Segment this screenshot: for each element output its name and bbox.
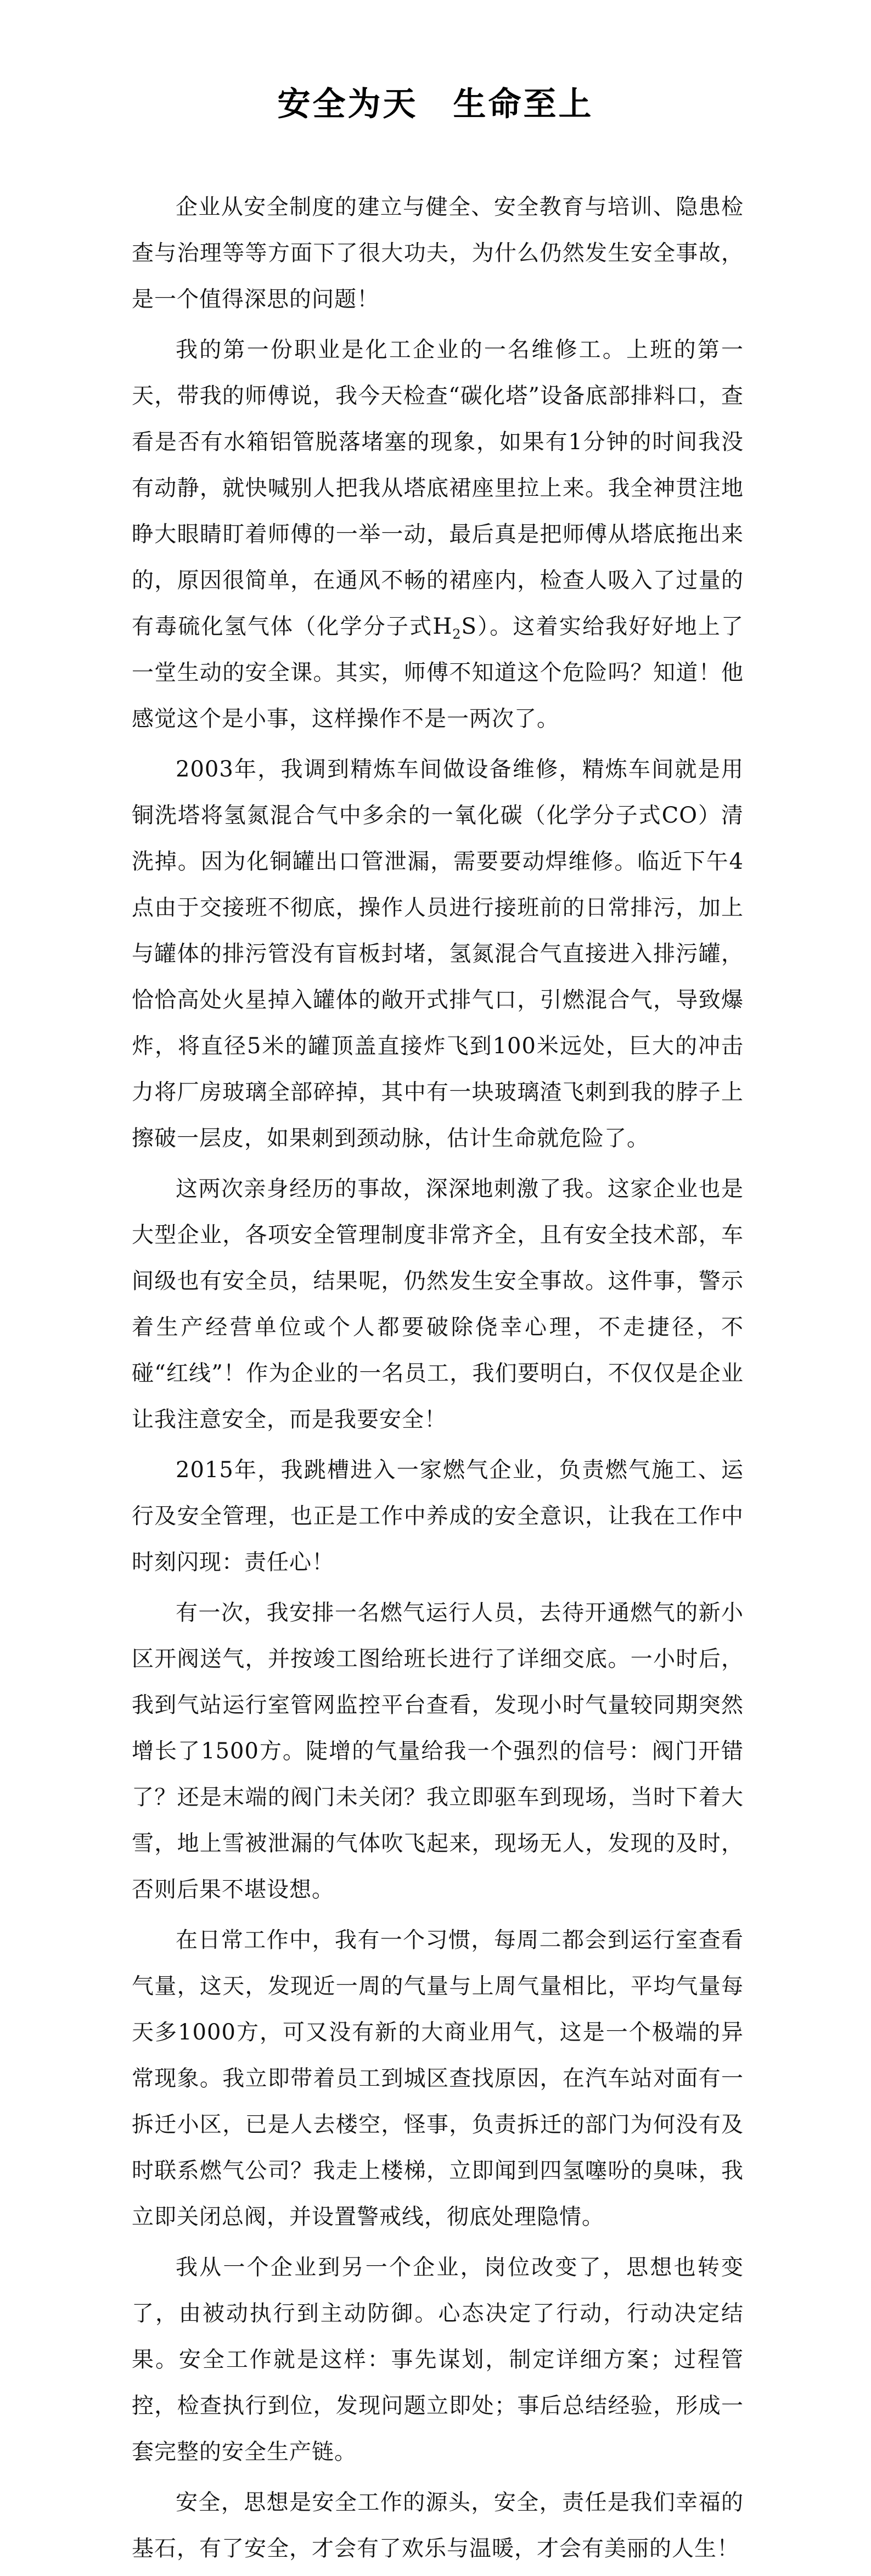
paragraph-7: 在日常工作中，我有一个习惯，每周二都会到运行室查看气量，这天，发现近一周的气量与上周气量相比，平均气量每天多1000方，可又没有新的大商业用气，这是一个极端的异常现象。我立即带着员工到城区查找原因，在汽车站对面有一拆迁小区，已是人去楼空，怪事，负责拆迁的部门为何没有及时联系燃气公司？我走上楼梯，立即闻到四氢噻吩的臭味，我立即关闭总阀，并设置警戒线，彻底处理隐情。: [132, 1927, 744, 2229]
paragraph-1: 企业从安全制度的建立与健全、安全教育与培训、隐患检查与治理等等方面下了很大功夫，为什么仍然发生安全事故，是一个值得深思的问题！: [132, 194, 744, 312]
paragraph-2: [132, 327, 744, 742]
paragraph-9: 安全，思想是安全工作的源头，安全，责任是我们幸福的基石，有了安全，才会有了欢乐与温暖，才会有美丽的人生！: [132, 2490, 744, 2561]
paragraph-6: 有一次，我安排一名燃气运行人员，去待开通燃气的新小区开阀送气，并按竣工图给班长进行了详细交底。一小时后，我到气站运行室管网监控平台查看，发现小时气量较同期突然增长了1500方。陡增的气量给我一个强烈的信号：阀门开错了？还是末端的阀门未关闭？我立即驱车到现场，当时下着大雪，地上雪被泄漏的气体吹飞起来，现场无人，发现的及时，否则后果不堪设想。: [132, 1600, 744, 1902]
paragraph-4: 这两次亲身经历的事故，深深地刺激了我。这家企业也是大型企业，各项安全管理制度非常齐全，且有安全技术部，车间级也有安全员，结果呢，仍然发生安全事故。这件事，警示着生产经营单位或个人都要破除侥幸心理，不走捷径，不碰“红线”！作为企业的一名员工，我们要明白，不仅仅是企业让我注意安全，而是我要安全！: [132, 1176, 744, 1432]
chemical-formula-h2s: [432, 614, 462, 642]
document-title: 安全为天 生命至上: [277, 85, 594, 124]
formula-symbol: H: [432, 614, 453, 639]
paragraph-3: 2003年，我调到精炼车间做设备维修，精炼车间就是用铜洗塔将氢氮混合气中多余的一氧化碳（化学分子式CO）清洗掉。因为化铜罐出口管泄漏，需要要动焊维修。临近下午4点由于交接班不彻底，操作人员进行接班前的日常排污，加上与罐体的排污管没有盲板封堵，氢氮混合气直接进入排污罐，恰恰高处火星掉入罐体的敞开式排气口，引燃混合气，导致爆炸，将直径5米的罐顶盖直接炸飞到100米远处，巨大的冲击力将厂房玻璃全部碎掉，其中有一块玻璃渣飞刺到我的脖子上擦破一层皮，如果刺到颈动脉，估计生命就危险了。: [132, 757, 744, 1151]
paragraph-2-text-b: S）。这着实给我好好地上了一堂生动的安全课。其实，师傅不知道这个危险吗？知道！他感觉这个是小事，这样操作不是一两次了。: [132, 614, 744, 731]
paragraph-5: 2015年，我跳槽进入一家燃气企业，负责燃气施工、运行及安全管理，也正是工作中养成的安全意识，让我在工作中时刻闪现：责任心！: [132, 1457, 744, 1575]
document-body: [132, 184, 744, 2576]
paragraph-8: 我从一个企业到另一个企业，岗位改变了，思想也转变了，由被动执行到主动防御。心态决定了行动，行动决定结果。安全工作就是这样：事先谋划，制定详细方案；过程管控，检查执行到位，发现问题立即处；事后总结经验，形成一套完整的安全生产链。: [132, 2255, 744, 2465]
formula-subscript: 2: [452, 627, 462, 642]
paragraph-2-text-a: 我的第一份职业是化工企业的一名维修工。上班的第一天，带我的师傅说，我今天检查“碳化塔”设备底部排料口，查看是否有水箱铝管脱落堵塞的现象，如果有1分钟的时间我没有动静，就快喊别人把我从塔底裙座里拉上来。我全神贯注地睁大眼睛盯着师傅的一举一动，最后真是把师傅从塔底拖出来的，原因很简单，在通风不畅的裙座内，检查人吸入了过量的有毒硫化氢气体（化学分子式: [132, 337, 744, 639]
